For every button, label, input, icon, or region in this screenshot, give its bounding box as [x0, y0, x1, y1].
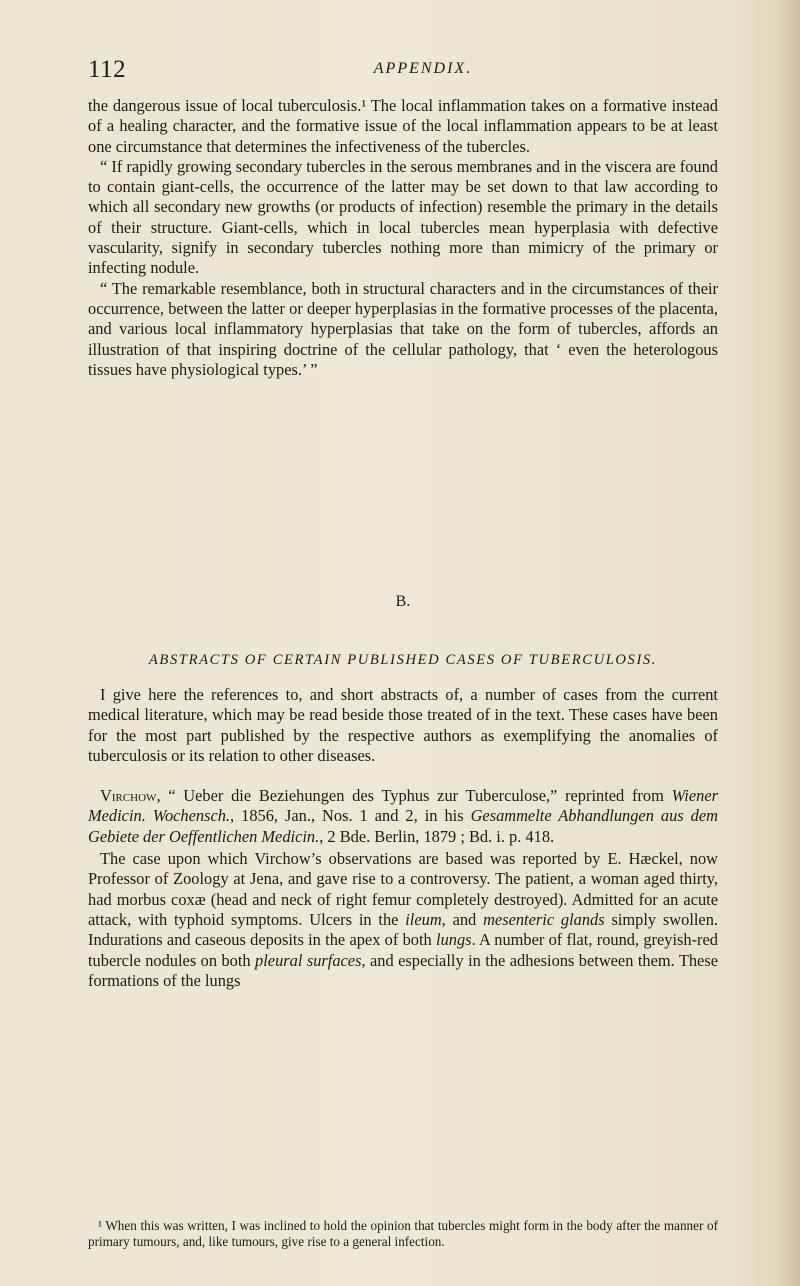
- paragraph-continued: the dangerous issue of local tuberculosis.¹ The local inflammation takes on a formative instead of a healing character, and the formative issue of the local inflammation appears to be at least one circumstance that determines the infectiveness of the tubercles.: [88, 96, 718, 156]
- page-edge-shadow: [778, 0, 800, 1286]
- page-number: 112: [88, 56, 127, 83]
- reference-collection: Gesammelte Abhandlungen aus dem Gebiete der Oeffentlichen Medicin.: [88, 806, 718, 846]
- term-mesenteric-glands: mesenteric glands: [483, 909, 605, 929]
- section-title: ABSTRACTS OF CERTAIN PUBLISHED CASES OF TUBERCULOSIS.: [148, 652, 658, 668]
- term-lungs: lungs: [436, 930, 472, 950]
- reference-text-a: “ Ueber die Beziehungen des Typhus zur Tuberculose,” reprinted from: [160, 786, 672, 806]
- reference-journal: Wiener Medicin. Wochensch.: [88, 786, 718, 826]
- footnote: [88, 1218, 718, 1251]
- running-head: APPENDIX.: [373, 60, 473, 77]
- paragraph-case: The case upon which Virchow’s observations are based was reported by E. Hæckel, now Professor of Zoology at Jena, and gave rise to a controversy. The patient, a woman aged thirty, had morbus coxæ (head and neck of right femur completely destroyed). Admitted for an acute attack, with typhoid symptoms. Ulcers in the ileum, and mesenteric glands simply swollen. Indurations and caseous deposits in the apex of both lungs. A number of flat, round, greyish-red tubercle nodules on both pleural surfaces, and especially in the adhesions between them. These formations of the lungs: [88, 849, 718, 990]
- text-block-top: [88, 96, 718, 380]
- term-pleural-surfaces: pleural surfaces: [255, 950, 362, 970]
- term-ileum: ileum: [405, 909, 442, 929]
- reference-text-b: , 1856, Jan., Nos. 1 and 2, in his: [230, 806, 471, 826]
- footnote-text: ¹ When this was written, I was inclined to hold the opinion that tubercles might form in the body after the manner of primary tumours, and, like tumours, give rise to a general infection.: [88, 1218, 718, 1250]
- paragraph-intro: I give here the references to, and short abstracts of, a number of cases from the current medical literature, which may be read beside those treated of in the text. These cases have been for the most part published by the respective authors as exemplifying the anomalies of tuberculosis or its relation to other diseases.: [88, 685, 718, 765]
- paragraph-quote-2: “ The remarkable resemblance, both in structural characters and in the circumstances of their occurrence, between the latter or deeper hyperplasias in the formative processes of the placenta, and various local inflammatory hyperplasias that take on the form of tubercles, affords an illustration of that inspiring doctrine of the cellular pathology, that ‘ even the heterologous tissues have physiological types.’ ”: [88, 278, 718, 379]
- paragraph-reference: [88, 786, 718, 847]
- section-letter: B.: [395, 593, 411, 610]
- paragraph-quote-1: “ If rapidly growing secondary tubercles in the serous membranes and in the viscera are found to contain giant-cells, the occurrence of the latter may be set down to that law according to which all secondary new growths (or products of infection) resemble the primary in the details of their structure. Giant-cells, which in local tubercles mean hyperplasia with defective vascularity, signify in secondary tubercles nothing more than mimicry of the primary or infecting nodule.: [88, 156, 718, 278]
- text-block-bottom: [88, 685, 718, 991]
- reference-author: Virchow,: [100, 786, 161, 806]
- page-header: [88, 56, 718, 86]
- reference-text-c: , 2 Bde. Berlin, 1879 ; Bd. i. p. 418.: [319, 826, 555, 846]
